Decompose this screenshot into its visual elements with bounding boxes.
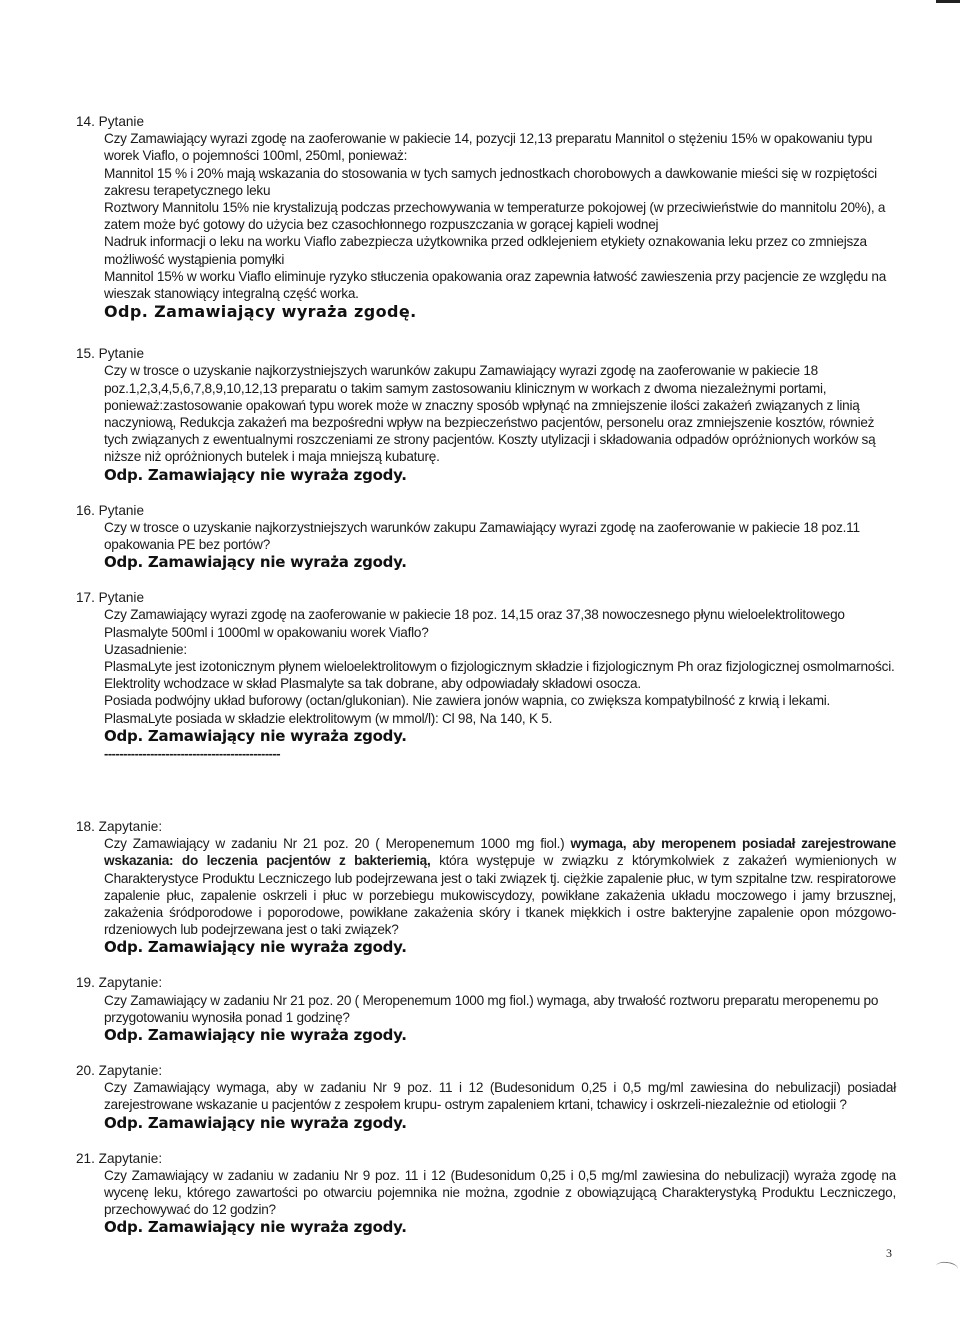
question-text xyxy=(104,835,896,938)
question-15 xyxy=(76,345,896,484)
question-20 xyxy=(76,1062,896,1133)
question-body xyxy=(104,1079,896,1132)
answer-text: Odp. Zamawiający nie wyraża zgody. xyxy=(104,553,407,572)
question-text: Uzasadnienie: xyxy=(104,641,187,657)
scan-edge-mark xyxy=(935,1261,958,1275)
answer-text: Odp. Zamawiający nie wyraża zgody. xyxy=(104,465,407,484)
question-text: Mannitol 15 % i 20% mają wskazania do stosowania w tych samych jednostkach chorobowych a dawkowanie mieści się w rozpiętości zakresu terapetycznego leku xyxy=(104,165,877,198)
question-19 xyxy=(76,974,896,1045)
answer-text: Odp. Zamawiający nie wyraża zgody. xyxy=(104,1218,407,1237)
question-text: Czy Zamawiający wyrazi zgodę na zaoferowanie w pakiecie 18 poz. 14,15 oraz 37,38 nowoczesnego płynu wieloelektrolitowego Plasmalyte 500ml i 1000ml w opakowaniu worek Viaflo? xyxy=(104,607,845,640)
question-body xyxy=(104,606,896,761)
question-heading: 21. Zapytanie: xyxy=(76,1150,163,1166)
question-body xyxy=(104,992,896,1045)
question-body xyxy=(104,519,896,572)
question-21 xyxy=(76,1150,896,1238)
question-text: Nadruk informacji o leku na worku Viaflo zabezpiecza użytkownika przed odklejeniem etykiety oznakowania leku przez co zmniejsza możliwość wystąpienia pomyłki xyxy=(104,234,867,267)
question-text: Czy Zamawiający wyrazi zgodę na zaoferowanie w pakiecie 14, pozycji 12,13 preparatu Mannitol o stężeniu 15% w opakowaniu typu worek Viaflo, o pojemności 100ml, 250ml, ponieważ: xyxy=(104,131,873,164)
question-text: Czy w trosce o uzyskanie najkorzystniejszych warunków zakupu Zamawiający wyrazi zgodę na zaoferowanie w pakiecie 18 poz.1,2,3,4,5,6,7,8,9,10,12,13 preparatu o takim samym zastosowaniu klinicznym w workach z dwoma niezależnymi portami, ponieważ:zastosowanie opakowań typu worek może w znaczny sposób wpłynąć na zmniejszenie ilości zakażeń związanych z linią naczyniową, Redukcja zakażeń ma bezpośredni wpływ na bezpieczeństwo pacjentów, personelu oraz zmniejszenie kosztów, również tych związanych z ewentualnymi roszczeniami ze strony pacjentów. Koszty utylizacji i składowania odpadów opróżnionych worków są niższe niż opróżnionych butelek i maja mniejszą kubaturę. xyxy=(104,363,876,465)
question-text: Roztwory Mannitolu 15% nie krystalizują podczas przechowywania w temperaturze pokojowej (w przeciwieństwie do mannitolu 20%), a zatem może być gotowy do użycia bez czasochłonnego rozpuszczania w gorącej kąpieli wodnej xyxy=(104,200,886,233)
scan-corner-mark xyxy=(936,0,960,3)
question-heading: 17. Pytanie xyxy=(76,590,145,606)
question-text: Czy Zamawiający w zadaniu w zadaniu Nr 9 poz. 11 i 12 (Budesonidum 0,25 i 0,5 mg/ml zawiesina do nebulizacji) wyraża zgodę na wycenę leku, którego zawartości po otwarciu pojemnika nie można, zgodnie z obowiązującą Charakterystyką Produktu Leczniczego, przechowywać do 12 godzin? xyxy=(104,1167,896,1218)
question-18 xyxy=(76,818,896,957)
question-heading: 20. Zapytanie: xyxy=(76,1062,163,1078)
question-body xyxy=(104,1167,896,1238)
question-16 xyxy=(76,502,896,573)
answer-text: Odp. Zamawiający wyraża zgodę. xyxy=(104,302,417,322)
question-lead: Czy Zamawiający w zadaniu Nr 21 poz. 20 ( Meropenemum 1000 mg fiol.) xyxy=(104,836,565,852)
question-text: PlasmaLyte jest izotonicznym płynem wieloelektrolitowym o fizjologicznym składzie i fizjologicznym Ph oraz fizjologicznej osmolmarności. Elektrolity wchodzace w skład Plasmalyte sa tak dobrane, aby odpowiadały składowi osocza. xyxy=(104,659,895,692)
page-number: 3 xyxy=(886,1246,892,1260)
question-text: PlasmaLyte posiada w składzie elektrolitowym (w mmol/l): Cl 98, Na 140, K 5. xyxy=(104,710,553,726)
question-heading: 19. Zapytanie: xyxy=(76,975,163,991)
answer-text: Odp. Zamawiający nie wyraża zgody. xyxy=(104,1025,407,1044)
question-body xyxy=(104,835,896,957)
document-page xyxy=(76,113,896,1237)
question-text: Czy Zamawiający wymaga, aby w zadaniu Nr 9 poz. 11 i 12 (Budesonidum 0,25 i 0,5 mg/ml zawiesina do nebulizacji) posiadał zarejestrowane wskazanie u pacjentów z zespołem krupu- ostrym zapaleniem krtani, tchawicy i oskrzeli-niezależnie od etiologii ? xyxy=(104,1080,896,1113)
dashed-divider: ---------------------------------------------- xyxy=(104,745,281,761)
question-emphasis: wymaga, aby meropenem posiadał zarejestrowane wskazania: do leczenia pacjentów z bakteriemią, xyxy=(104,836,896,869)
question-heading: 18. Zapytanie: xyxy=(76,818,163,834)
question-17 xyxy=(76,589,896,762)
question-text: Posiada podwójny układ buforowy (octan/glukonian). Nie zawiera jonów wapnia, co zwiększa kompatybilność z krwią i lekami. xyxy=(104,693,831,709)
question-14 xyxy=(76,113,896,321)
question-body xyxy=(104,130,896,321)
question-text: Mannitol 15% w worku Viaflo eliminuje ryzyko stłuczenia opakowania oraz zapewnia łatwość zawieszenia przy pacjencie ze względu na wieszak stanowiący integralną część worka. xyxy=(104,268,887,302)
answer-text: Odp. Zamawiający nie wyraża zgody. xyxy=(104,726,407,745)
question-heading: 16. Pytanie xyxy=(76,502,145,518)
answer-text: Odp. Zamawiający nie wyraża zgody. xyxy=(104,1113,407,1132)
answer-text: Odp. Zamawiający nie wyraża zgody. xyxy=(104,938,407,957)
question-tail: która występuje w związku z którymkolwiek z zakażeń wymienionych w Charakterystyce Produktu Leczniczego lub podejrzewana jest o taki związek tj. ciężkie zapalenie płuc, w tym szpitalne tzw. respiratorowe zapalenie płuc, zapalenie oskrzeli i płuc w porzebiegu mukowiscydozy, powikłane zakażenia układu moczowego i jamy brzusznej, zakażenia śródporodowe i poporodowe, powikłane zakażenia skóry i tkanek miękkich i ostre bakteryjne zapalenie opon mózgowo-rdzeniowych lub podejrzewana jest o taki związek? xyxy=(104,853,896,938)
question-heading: 15. Pytanie xyxy=(76,346,145,362)
question-text: Czy w trosce o uzyskanie najkorzystniejszych warunków zakupu Zamawiający wyrazi zgodę na zaoferowanie w pakiecie 18 poz.11 opakowania PE bez portów? xyxy=(104,519,860,553)
question-text: Czy Zamawiający w zadaniu Nr 21 poz. 20 ( Meropenemum 1000 mg fiol.) wymaga, aby trwałość roztworu preparatu meropenemu po przygotowaniu wynosiła ponad 1 godzinę? xyxy=(104,992,879,1025)
question-heading: 14. Pytanie xyxy=(76,114,145,129)
question-body xyxy=(104,362,896,484)
